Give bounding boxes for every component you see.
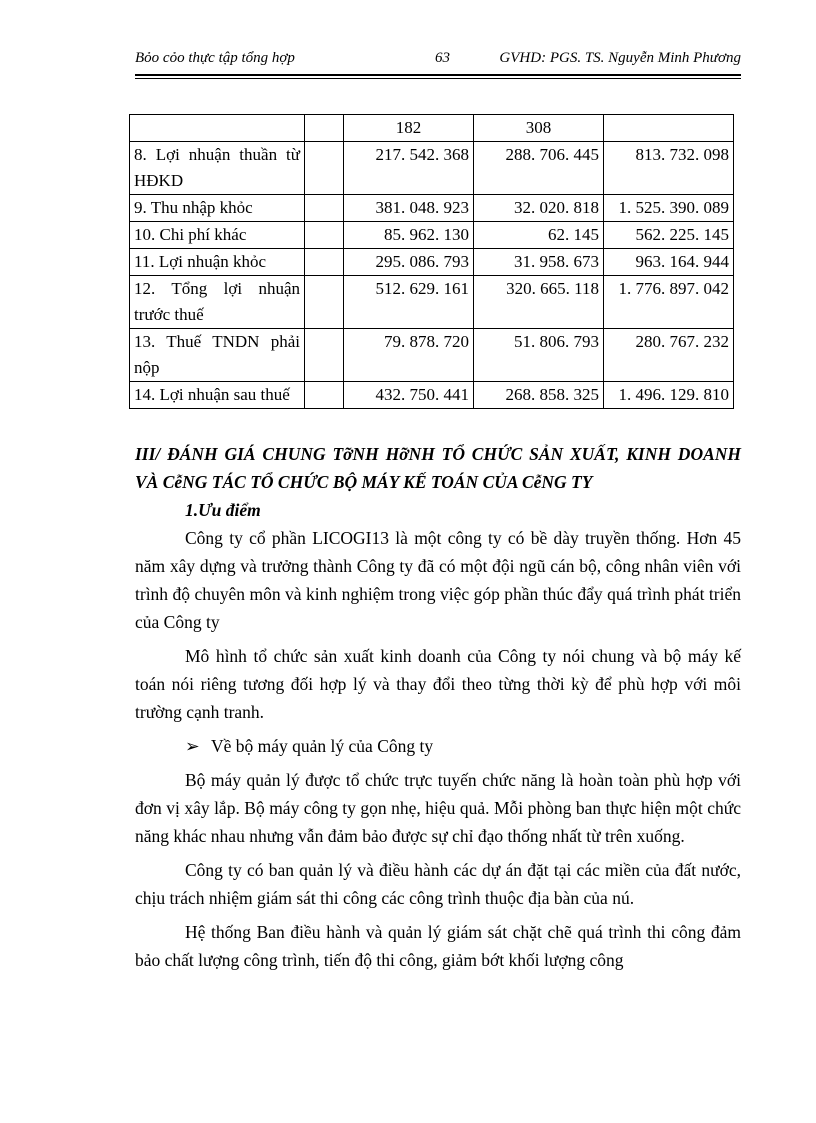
- table-cell: 562. 225. 145: [604, 222, 734, 249]
- table-row: [130, 249, 734, 276]
- page-number: 63: [435, 50, 450, 66]
- table-cell: 13. Thuế TNDN phải nộp: [130, 329, 305, 382]
- table-row: [130, 142, 734, 195]
- table-row: [130, 382, 734, 409]
- table-row: [130, 115, 734, 142]
- table-cell: 85. 962. 130: [344, 222, 474, 249]
- paragraph: Mô hình tổ chức sản xuất kinh doanh của Công ty nói chung và bộ máy kế toán nói riêng tương đối hợp lý và thay đổi theo từng thời kỳ để phù hợp với môi trường cạnh tranh.: [135, 646, 741, 722]
- table-cell: 10. Chi phí khác: [130, 222, 305, 249]
- table-cell: 182: [344, 115, 474, 142]
- table-cell: 51. 806. 793: [474, 329, 604, 382]
- table-cell: 295. 086. 793: [344, 249, 474, 276]
- table-cell: 432. 750. 441: [344, 382, 474, 409]
- table-cell: 217. 542. 368: [344, 142, 474, 195]
- table-cell: 8. Lợi nhuận thuần từ HĐKD: [130, 142, 305, 195]
- main-content: [135, 440, 741, 974]
- header-supervisor: GVHD: PGS. TS. Nguyễn Minh Phương: [499, 50, 741, 66]
- financial-table: [129, 114, 734, 409]
- table-cell: 320. 665. 118: [474, 276, 604, 329]
- table-cell: 32. 020. 818: [474, 195, 604, 222]
- paragraph: Bộ máy quản lý được tổ chức trực tuyến chức năng là hoàn toàn phù hợp với đơn vị xây lắp. Bộ máy công ty gọn nhẹ, hiệu quả. Mỗi phòng ban thực hiện một chức năng khác nhau nhưng vẫn đảm bảo được sự chỉ đạo thống nhất từ trên xuống.: [135, 770, 741, 846]
- arrow-bullet-icon: ➢: [185, 736, 200, 756]
- section-title: III/ ĐÁNH GIÁ CHUNG TỡNH HỡNH TỔ CHỨC SẢN XUẤT, KINH DOANH VÀ CễNG TÁC TỔ CHỨC BỘ MÁY KẾ TOÁN CỦA CễNG TY: [135, 444, 741, 492]
- paragraph: Hệ thống Ban điều hành và quản lý giám sát chặt chẽ quá trình thi công đảm bảo chất lượng công trình, tiến độ thi công, giảm bớt khối lượng công: [135, 922, 741, 970]
- table-cell: 12. Tổng lợi nhuận trước thuế: [130, 276, 305, 329]
- table-row: [130, 276, 734, 329]
- paragraph: Công ty cổ phần LICOGI13 là một công ty có bề dày truyền thống. Hơn 45 năm xây dựng và trưởng thành Công ty đã có một đội ngũ cán bộ, công nhân viên với trình độ chuyên môn và kinh nghiệm trong việc góp phần thúc đẩy quá trình phát triển của Công ty: [135, 528, 741, 632]
- page-header: [135, 50, 741, 70]
- table-row: [130, 222, 734, 249]
- table-cell: [604, 115, 734, 142]
- table-cell: 62. 145: [474, 222, 604, 249]
- table-row: [130, 195, 734, 222]
- table-cell: 79. 878. 720: [344, 329, 474, 382]
- table-cell: 512. 629. 161: [344, 276, 474, 329]
- header-report-title: Bỏo cỏo thực tập tổng hợp: [135, 50, 295, 66]
- table-cell: 31. 958. 673: [474, 249, 604, 276]
- bullet-text: Về bộ máy quản lý của Công ty: [211, 736, 434, 756]
- header-rule-thin: [135, 78, 741, 79]
- table-cell: 280. 767. 232: [604, 329, 734, 382]
- table-cell: [305, 382, 344, 409]
- table-cell: 1. 776. 897. 042: [604, 276, 734, 329]
- table-cell: 268. 858. 325: [474, 382, 604, 409]
- table-cell: 14. Lợi nhuận sau thuế: [130, 382, 305, 409]
- table-cell: [305, 142, 344, 195]
- table-cell: 963. 164. 944: [604, 249, 734, 276]
- table-row: [130, 329, 734, 382]
- table-cell: 1. 525. 390. 089: [604, 195, 734, 222]
- table-cell: 9. Thu nhập khỏc: [130, 195, 305, 222]
- table-cell: [130, 115, 305, 142]
- table-cell: 308: [474, 115, 604, 142]
- table-cell: [305, 329, 344, 382]
- table-cell: 11. Lợi nhuận khỏc: [130, 249, 305, 276]
- table-cell: [305, 276, 344, 329]
- table-cell: 1. 496. 129. 810: [604, 382, 734, 409]
- bullet-item: [135, 732, 741, 760]
- subsection-title: 1.Ưu điểm: [185, 500, 261, 520]
- paragraph: Công ty có ban quản lý và điều hành các dự án đặt tại các miền của đất nước, chịu trách nhiệm giám sát thi công các công trình thuộc địa bàn của nú.: [135, 860, 741, 908]
- table-cell: 813. 732. 098: [604, 142, 734, 195]
- table-cell: [305, 195, 344, 222]
- table-cell: [305, 115, 344, 142]
- table-cell: [305, 222, 344, 249]
- table-cell: 381. 048. 923: [344, 195, 474, 222]
- table-cell: 288. 706. 445: [474, 142, 604, 195]
- header-rule-thick: [135, 74, 741, 76]
- table-cell: [305, 249, 344, 276]
